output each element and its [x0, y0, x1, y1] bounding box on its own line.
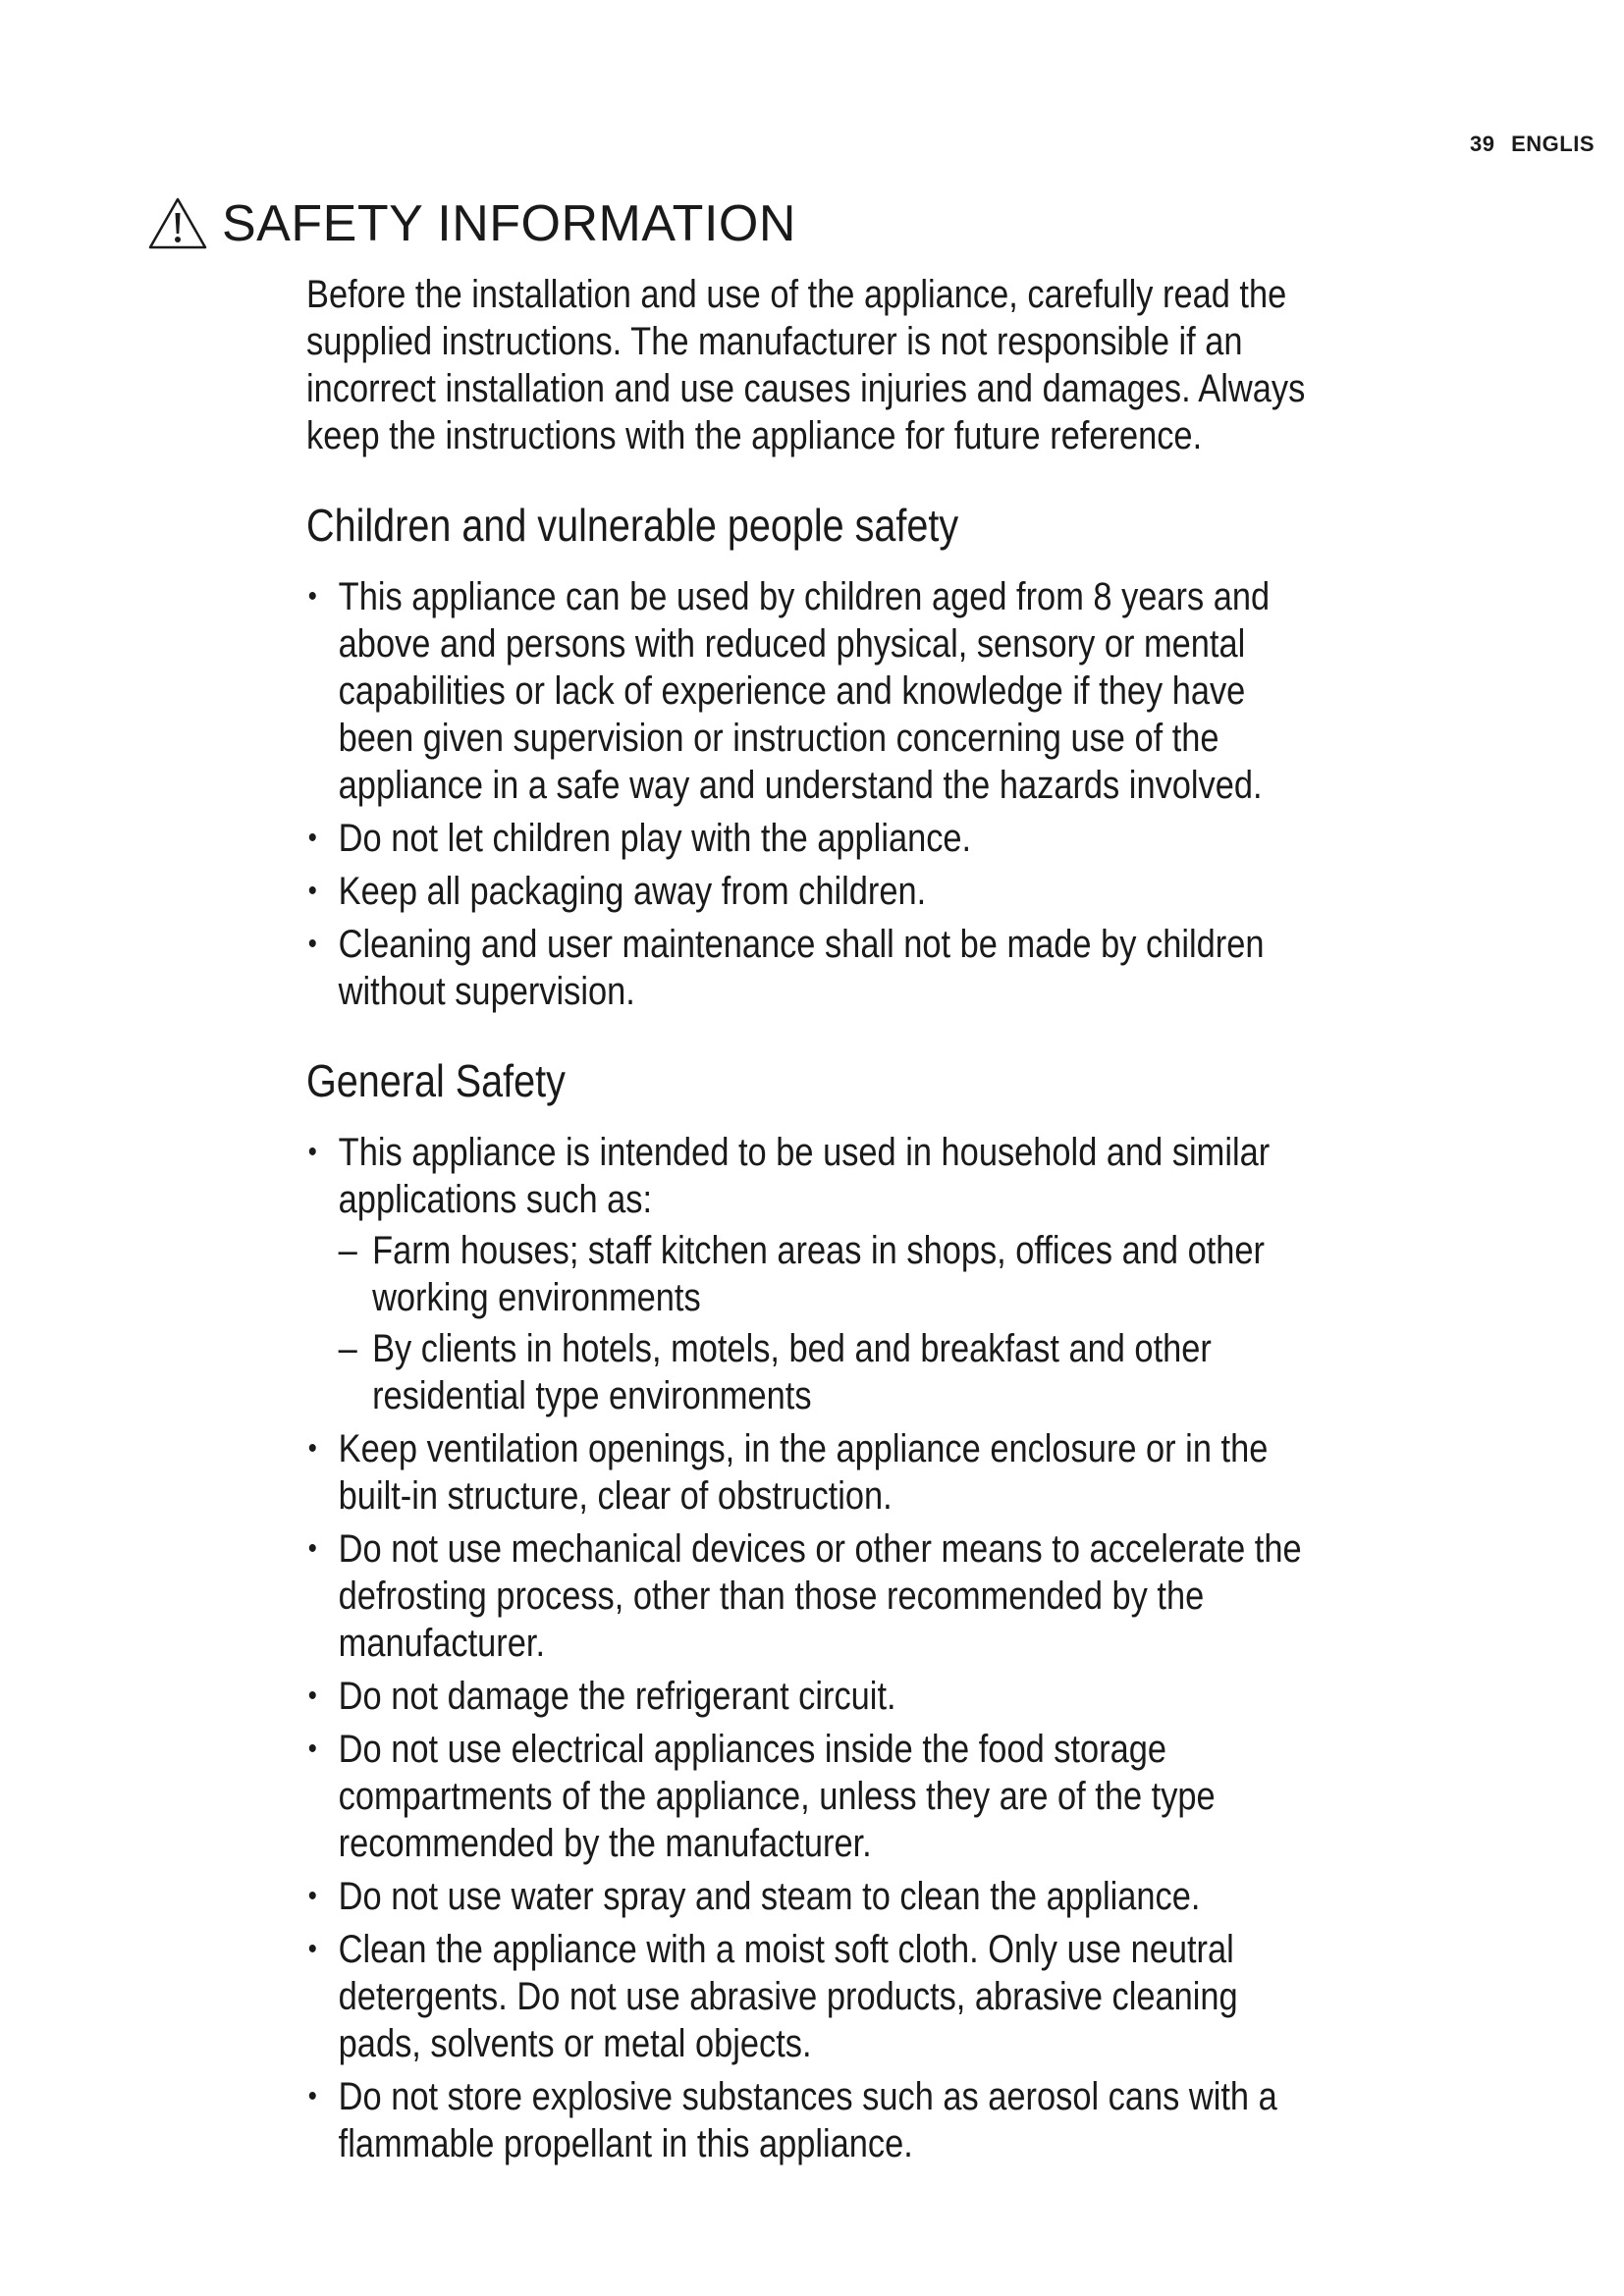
- general-safety-heading: General Safety: [306, 1055, 566, 1106]
- general-safety-list: [306, 1129, 1320, 2167]
- list-item: [306, 1129, 1320, 1419]
- list-item: • Do not damage the refrigerant circuit.: [306, 1673, 1320, 1720]
- children-safety-heading: Children and vulnerable people safety: [306, 500, 959, 551]
- page-header: [1470, 132, 1595, 157]
- sub-list-item: – Farm houses; staff kitchen areas in shops, offices and other working environments: [339, 1227, 1320, 1321]
- children-safety-list: [306, 573, 1320, 1015]
- page-number: 39: [1469, 132, 1495, 156]
- section-title-text: SAFETY INFORMATION: [222, 195, 796, 252]
- sub-list: [339, 1227, 1320, 1419]
- list-item: • Do not use electrical appliances inside the food storage compartments of the appliance, unless they are of the type recommended by the manufacturer.: [306, 1726, 1320, 1867]
- list-item: • Keep ventilation openings, in the appliance enclosure or in the built-in structure, clear of obstruction.: [306, 1425, 1320, 1520]
- warning-triangle-icon: [147, 196, 208, 251]
- intro-paragraph: Before the installation and use of the appliance, carefully read the supplied instructions. The manufacturer is not responsible if an incorrect installation and use causes injuries and damages. Always keep the instructions with the appliance for future reference.: [306, 273, 1306, 457]
- content-body: [306, 271, 1320, 2173]
- list-item: • This appliance can be used by children aged from 8 years and above and persons with reduced physical, sensory or mental capabilities or lack of experience and knowledge if they have been given supervision or instruction concerning use of the appliance in a safe way and understand the hazards involved.: [306, 573, 1320, 809]
- list-item: • Clean the appliance with a moist soft cloth. Only use neutral detergents. Do not use abrasive products, abrasive cleaning pads, solvents or metal objects.: [306, 1926, 1320, 2067]
- page-language: ENGLIS: [1511, 132, 1595, 156]
- section-title: [147, 194, 796, 253]
- list-item: • Do not let children play with the appliance.: [306, 815, 1320, 862]
- list-item: • Do not store explosive substances such as aerosol cans with a flammable propellant in this appliance.: [306, 2073, 1320, 2167]
- list-item: • Cleaning and user maintenance shall not be made by children without supervision.: [306, 921, 1320, 1015]
- list-item: • Do not use mechanical devices or other means to accelerate the defrosting process, other than those recommended by the manufacturer.: [306, 1525, 1320, 1667]
- list-item: • Keep all packaging away from children.: [306, 868, 1320, 915]
- list-item-text: This appliance is intended to be used in household and similar applications such as:: [338, 1131, 1271, 1221]
- sub-list-item: – By clients in hotels, motels, bed and breakfast and other residential type environments: [339, 1325, 1320, 1419]
- list-item: • Do not use water spray and steam to clean the appliance.: [306, 1873, 1320, 1920]
